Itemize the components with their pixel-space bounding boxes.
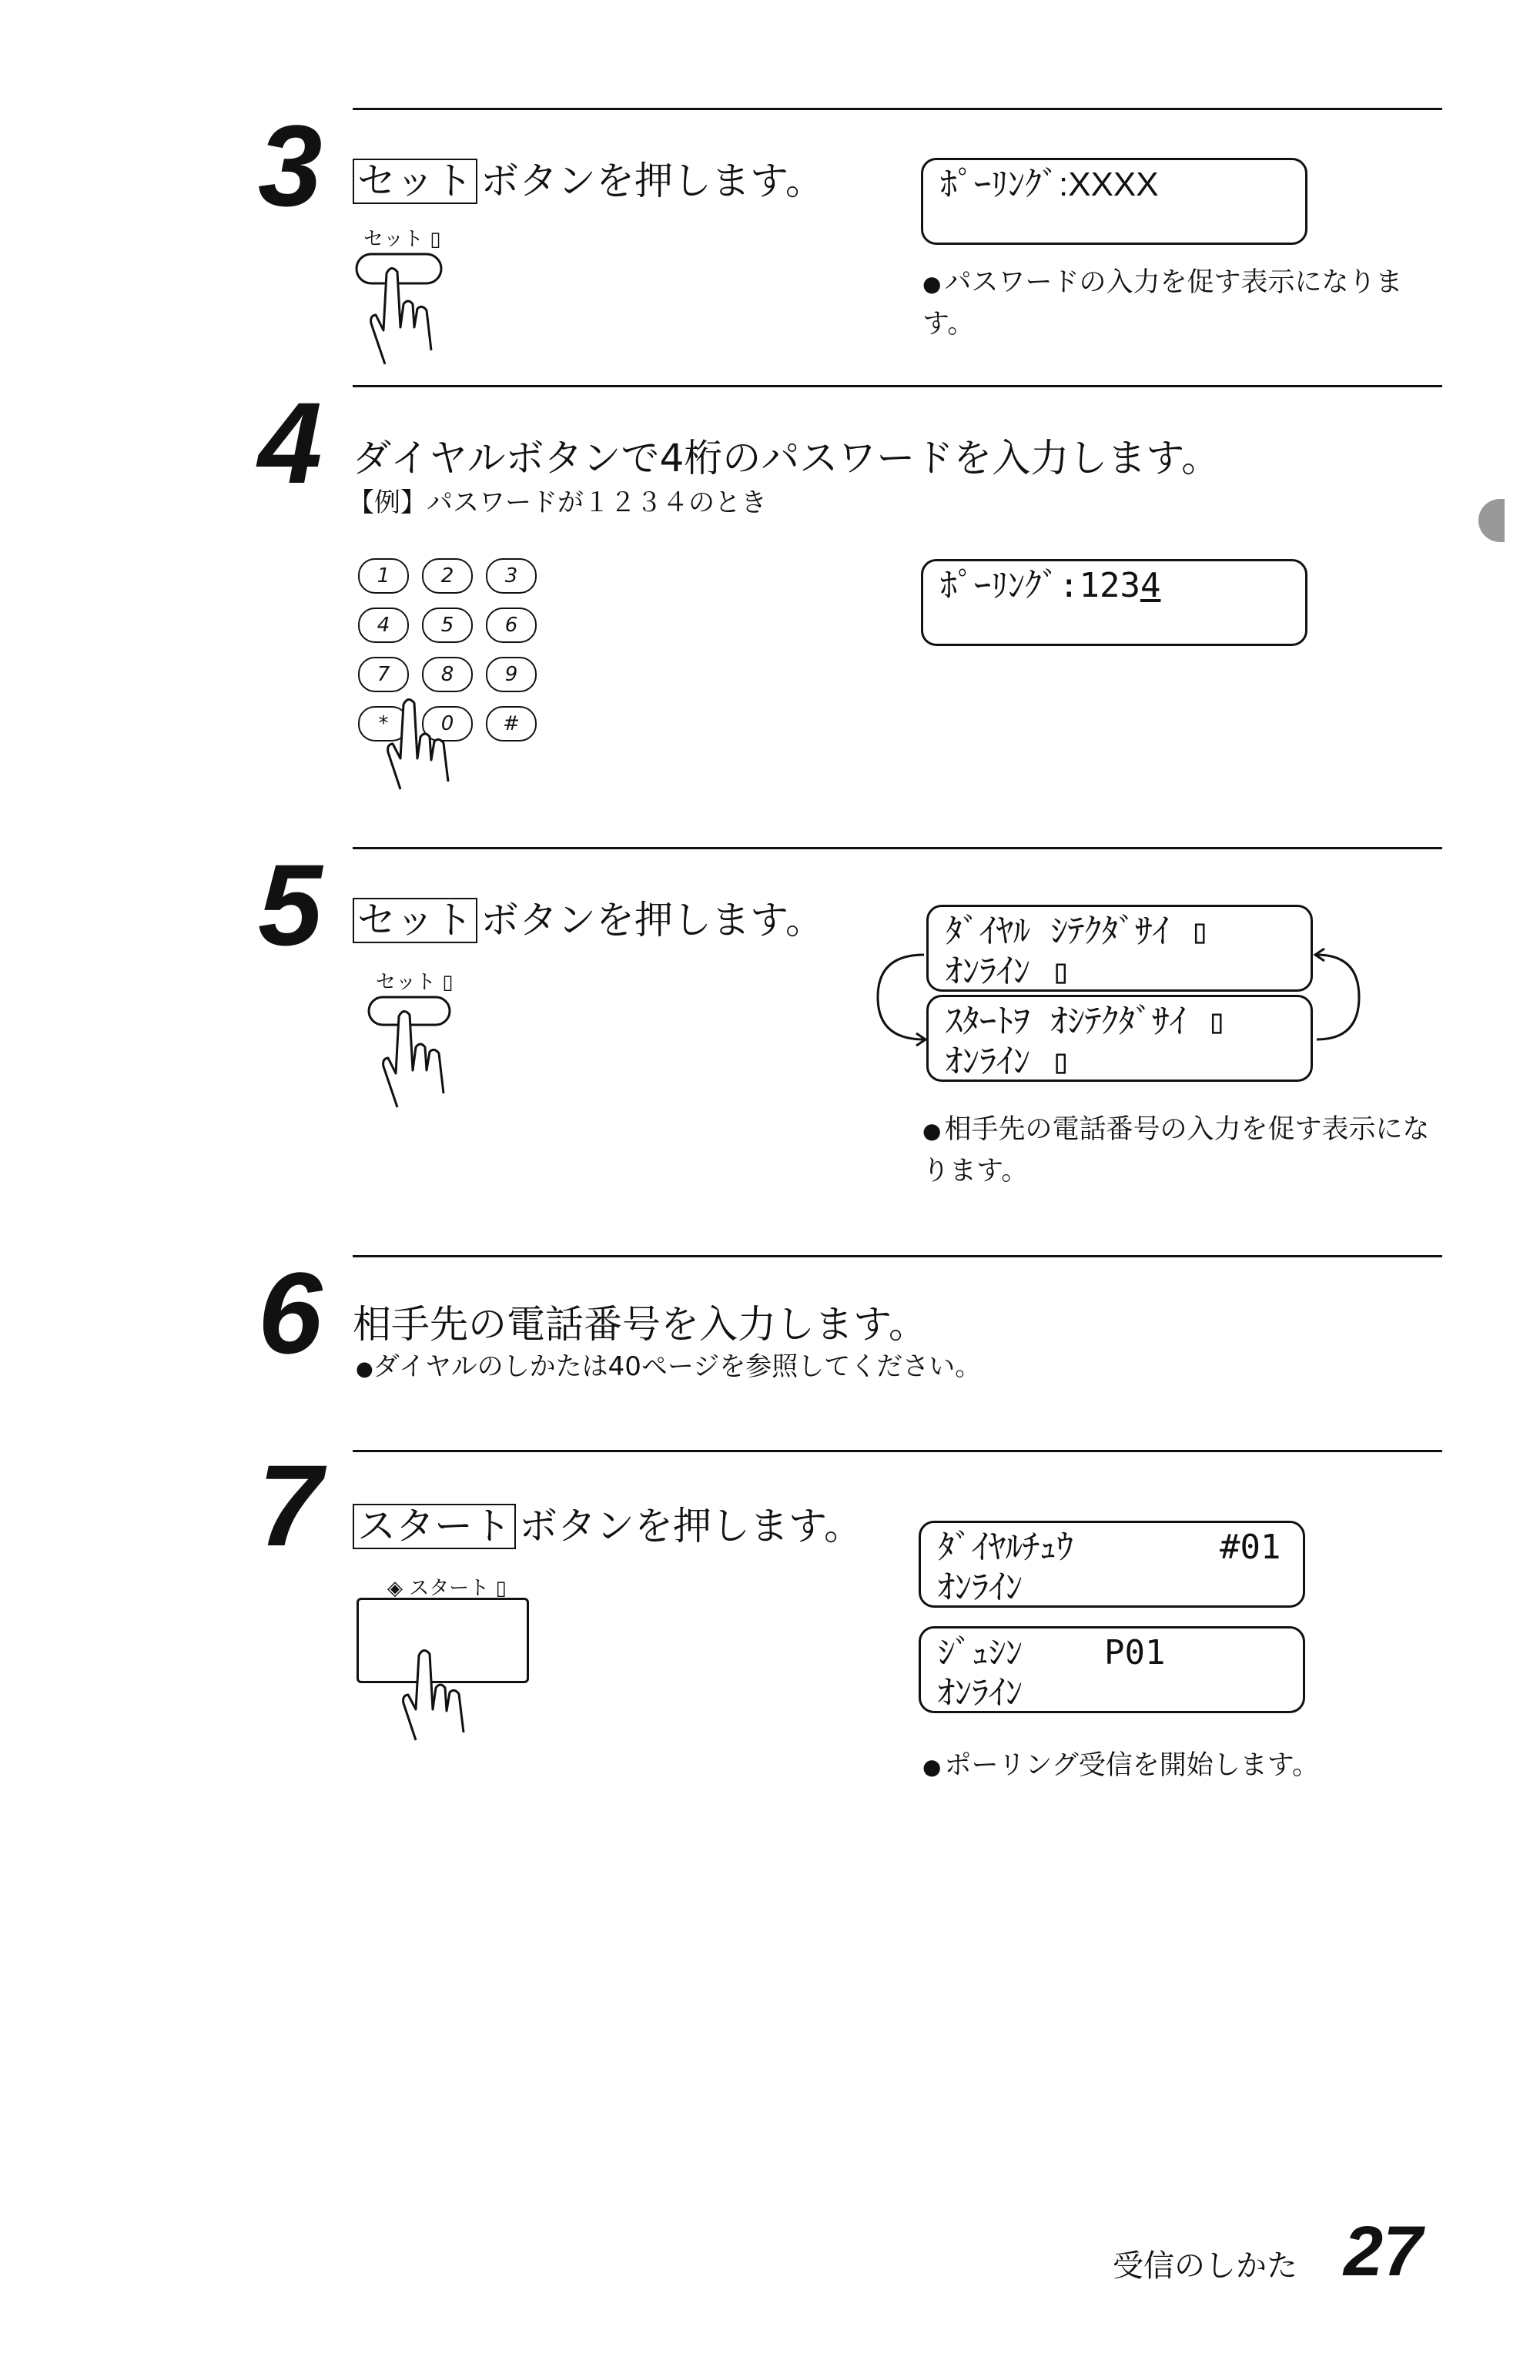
finger-press-icon [377, 689, 485, 797]
page-tab-marker [1478, 499, 1505, 542]
footer-section-title: 受信のしかた [1113, 2248, 1297, 2284]
divider [353, 847, 1442, 849]
set-button-press-icon [354, 250, 462, 366]
start-key-label: スタート [353, 1504, 516, 1549]
lcd-display-receiving [919, 1626, 1305, 1713]
dial-key-4[interactable]: 4 [358, 608, 409, 643]
dial-key-1[interactable]: 1 [358, 558, 409, 594]
start-diamond-icon: ◈ [387, 1577, 403, 1600]
step-number: 3 [258, 101, 323, 230]
dial-key-0[interactable]: 0 [422, 706, 473, 741]
finger-press-icon [393, 1640, 500, 1748]
example-text: 【例】パスワードが１２３４のとき [348, 487, 767, 518]
lcd-line-1: ﾎﾟｰﾘﾝｸﾞ:XXXX [940, 165, 1159, 204]
lcd-line-1-right: P01 [1104, 1633, 1166, 1672]
step-number: 7 [258, 1441, 323, 1570]
lcd-line-1: ｽﾀｰﾄｦ ｵｼﾃｸﾀﾞｻｲ ▯ [946, 1002, 1227, 1041]
lcd-line-2: ｵﾝﾗｲﾝ [938, 1673, 1023, 1712]
lcd-cursor: 4 [1140, 566, 1161, 605]
lcd-line-2: ｵﾝﾗｲﾝ ▯ [946, 952, 1071, 991]
lcd-display [921, 559, 1307, 646]
dial-key-6[interactable]: 6 [486, 608, 537, 643]
button-caption: ◈ スタート ▯ [387, 1577, 507, 1600]
button-caption: セット ▯ [376, 971, 454, 994]
dial-key-9[interactable]: 9 [486, 657, 537, 692]
lcd-line-1: ｼﾞｭｼﾝ [938, 1633, 1023, 1672]
divider [353, 1255, 1442, 1257]
button-caption: セット ▯ [363, 228, 441, 251]
lcd-line-2: ｵﾝﾗｲﾝ ▯ [946, 1042, 1071, 1081]
note: ● ポーリング受信を開始します。 [922, 1750, 1319, 1781]
lcd-line-1-right: #01 [1220, 1528, 1281, 1567]
divider [353, 108, 1442, 110]
note: ● パスワードの入力を促す表示になります。 [922, 267, 1403, 340]
dial-key-5[interactable]: 5 [422, 608, 473, 643]
lcd-line-1: ﾀﾞｲﾔﾙ ｼﾃｸﾀﾞｻｲ ▯ [946, 912, 1210, 951]
lcd-line-1: ﾀﾞｲﾔﾙﾁｭｳ [938, 1528, 1073, 1567]
step-instruction [353, 1503, 862, 1549]
step-instruction: ダイヤルボタンで4桁のパスワードを入力します。 [353, 436, 1220, 480]
divider [353, 385, 1442, 387]
lcd-line-2: ｵﾝﾗｲﾝ [938, 1568, 1023, 1607]
step-number: 5 [258, 840, 323, 969]
alternating-arrows-icon [878, 947, 1371, 1047]
instruction-text: ボタンを押します。 [480, 898, 824, 942]
set-key-label: セット [353, 159, 477, 204]
lcd-display-dialing [919, 1521, 1305, 1608]
page-number: 27 [1344, 2212, 1423, 2291]
note: ● 相手先の電話番号の入力を促す表示になります。 [922, 1114, 1430, 1187]
dial-key-3[interactable]: 3 [486, 558, 537, 594]
divider [353, 1450, 1442, 1452]
instruction-text: ボタンを押します。 [519, 1504, 862, 1548]
set-button-press-icon [367, 993, 474, 1109]
step-number: 6 [258, 1248, 323, 1377]
step-instruction [353, 158, 824, 204]
lcd-display [921, 158, 1307, 245]
dial-key-2[interactable]: 2 [422, 558, 473, 594]
step-instruction [353, 897, 824, 943]
dial-key-hash[interactable]: # [486, 706, 537, 741]
step-instruction: 相手先の電話番号を入力します。 [353, 1302, 927, 1347]
dial-key-7[interactable]: 7 [358, 657, 409, 692]
instruction-text: ボタンを押します。 [480, 159, 824, 203]
set-key-label: セット [353, 898, 477, 943]
dial-key-star[interactable]: * [358, 706, 409, 741]
lcd-line-1: ﾎﾟｰﾘﾝｸﾞ:1234 [940, 566, 1161, 605]
step-number: 4 [258, 378, 323, 507]
dial-key-8[interactable]: 8 [422, 657, 473, 692]
note: ●ダイヤルのしかたは40ページを参照してください。 [356, 1351, 982, 1382]
